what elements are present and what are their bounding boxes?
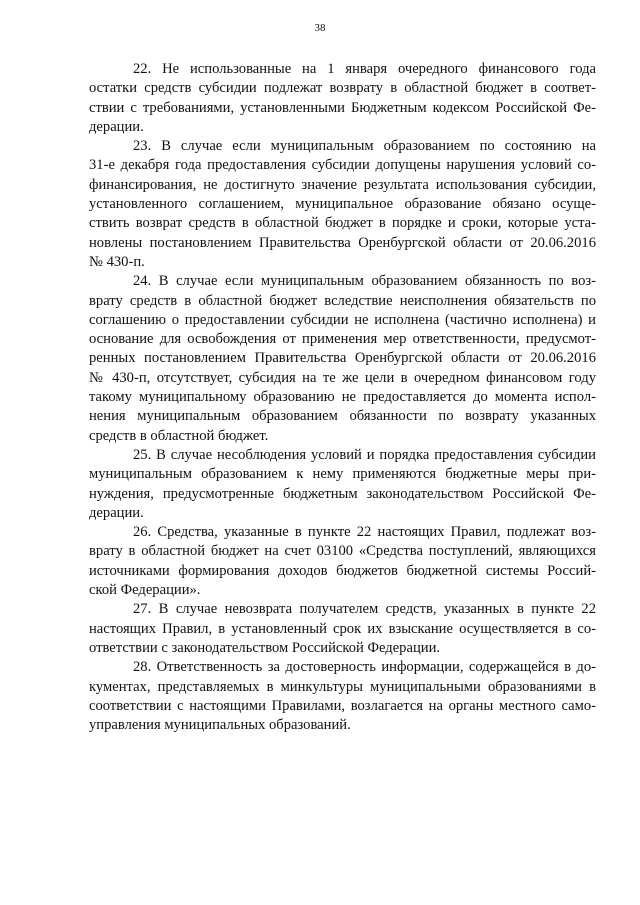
paragraph-26 xyxy=(89,523,596,600)
paragraph-25 xyxy=(89,446,596,523)
text-line: средств в областной бюджет. xyxy=(89,427,269,444)
text-line: врату средств в областной бюджет вследствие неисполнения обязательств по xyxy=(89,292,596,309)
text-line: врату в областной бюджет на счет 03100 «Средства поступлений, являющихся xyxy=(89,543,596,560)
text-line: кументах, представляемых в минкультуры муниципальными образованиями в xyxy=(89,678,596,695)
paragraph-23 xyxy=(89,137,596,272)
page-number: 38 xyxy=(314,22,326,34)
text-line: нения муниципальным образованием обязанности по возврату указанных xyxy=(89,408,596,425)
paragraph-28 xyxy=(89,658,596,735)
text-line: финансирования, не достигнуто значение результата использования субсидии, xyxy=(89,176,596,193)
text-line: 24. В случае если муниципальным образованием обязанность по воз- xyxy=(133,273,596,290)
text-line: ствить возврат средств в областной бюджет в порядке и сроки, которые уста- xyxy=(89,215,596,232)
text-line: соответствии с настоящими Правилами, возлагается на органы местного само- xyxy=(89,697,596,714)
text-line: нуждения, предусмотренные бюджетным законодательством Российской Фе- xyxy=(89,485,596,502)
text-line: 28. Ответственность за достоверность информации, содержащейся в до- xyxy=(133,659,596,676)
text-line: ствии с требованиями, установленными Бюджетным кодексом Российской Фе- xyxy=(89,99,596,116)
paragraph-22 xyxy=(89,60,596,137)
text-line: ответствии с законодательством Российской Федерации. xyxy=(89,639,441,656)
text-line: источниками формирования доходов бюджетов бюджетной системы Россий- xyxy=(89,562,596,579)
text-line: настоящих Правил, в установленный срок их взыскание осуществляется в со- xyxy=(89,620,596,637)
paragraph-27 xyxy=(89,600,596,658)
text-line: новлены постановлением Правительства Оренбургской области от 20.06.2016 xyxy=(89,234,596,251)
text-line: такому муниципальному образованию не предоставляется до момента испол- xyxy=(89,389,596,406)
text-line: № 430-п. xyxy=(89,253,145,270)
text-line: 22. Не использованные на 1 января очередного финансового года xyxy=(133,61,596,77)
paragraph-24 xyxy=(89,272,596,446)
text-line: 26. Средства, указанные в пункте 22 настоящих Правил, подлежат воз- xyxy=(133,524,596,541)
text-line: соглашению о предоставлении субсидии не исполнена (частично исполнена) и xyxy=(89,311,596,328)
text-line: 31-е декабря года предоставления субсидии допущены нарушения условий со- xyxy=(89,157,596,174)
text-line: 25. В случае несоблюдения условий и порядка предоставления субсидии xyxy=(133,446,596,463)
text-line: дерации. xyxy=(89,504,144,521)
text-line: ской Федерации». xyxy=(89,582,201,599)
text-line: остатки средств субсидии подлежат возврату в областной бюджет в соответ- xyxy=(89,80,596,97)
text-line: установленного соглашением, муниципальное образование обязано осуще- xyxy=(89,196,596,213)
text-line: 23. В случае если муниципальным образованием по состоянию на xyxy=(133,138,596,155)
text-line: управления муниципальных образований. xyxy=(89,717,351,734)
text-line: № 430-п, отсутствует, субсидия на те же цели в очередном финансовом году xyxy=(89,369,596,386)
text-line: основание для освобождения от применения мер ответственности, предусмот- xyxy=(89,331,596,348)
text-line: дерации. xyxy=(89,118,144,135)
text-line: муниципальным образованием к нему применяются бюджетные меры при- xyxy=(89,466,596,483)
document-body xyxy=(89,60,596,735)
text-line: 27. В случае невозврата получателем средств, указанных в пункте 22 xyxy=(133,601,596,618)
text-line: ренных постановлением Правительства Оренбургской области от 20.06.2016 xyxy=(89,350,596,367)
